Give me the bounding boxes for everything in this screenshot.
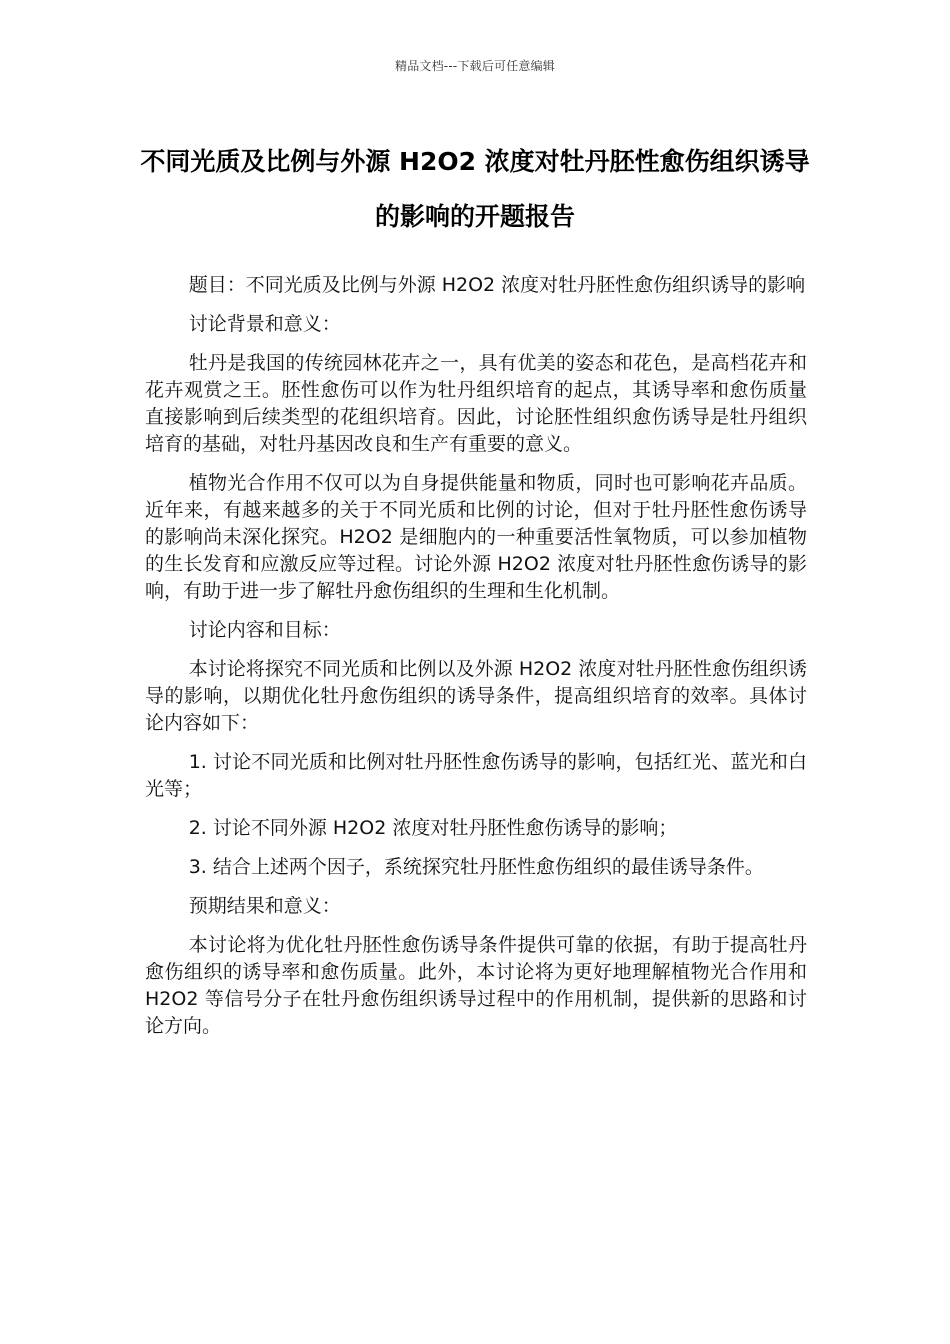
list-item-3: 3. 结合上述两个因子，系统探究牡丹胚性愈伤组织的最佳诱导条件。	[188, 856, 764, 878]
paragraph-topic: 题目：不同光质及比例与外源 H2O2 浓度对牡丹胚性愈伤组织诱导的影响	[188, 274, 806, 296]
list-item-2: 2. 讨论不同外源 H2O2 浓度对牡丹胚性愈伤诱导的影响；	[188, 817, 678, 839]
heading-expected-results: 预期结果和意义：	[188, 895, 341, 917]
document-body	[145, 272, 807, 1052]
document-title: 不同光质及比例与外源 H2O2 浓度对牡丹胚性愈伤组织诱导的影响的开题报告	[140, 147, 810, 231]
paragraph-content-intro: 本讨论将探究不同光质和比例以及外源 H2O2 浓度对牡丹胚性愈伤组织诱导的影响，以期优化牡丹愈伤组织的诱导条件，提高组织培育的效率。具体讨论内容如下：	[145, 658, 807, 734]
heading-content-goals: 讨论内容和目标：	[188, 619, 341, 641]
header-note: 精品文档---下载后可任意编辑	[395, 59, 555, 73]
paragraph-background-2: 植物光合作用不仅可以为自身提供能量和物质，同时也可影响花卉品质。近年来，有越来越多的关于不同光质和比例的讨论，但对于牡丹胚性愈伤诱导的影响尚未深化探究。H2O2 是细胞内的一种重要活性氧物质，可以参加植物的生长发育和应激反应等过程。讨论外源 H2O2 浓度对牡丹胚性愈伤诱导的影响，有助于进一步了解牡丹愈伤组织的生理和生化机制。	[145, 472, 807, 602]
paragraph-background-1: 牡丹是我国的传统园林花卉之一，具有优美的姿态和花色，是高档花卉和花卉观赏之王。胚性愈伤可以作为牡丹组织培育的起点，其诱导率和愈伤质量直接影响到后续类型的花组织培育。因此，讨论胚性组织愈伤诱导是牡丹组织培育的基础，对牡丹基因改良和生产有重要的意义。	[145, 352, 807, 455]
paragraph-expected-results: 本讨论将为优化牡丹胚性愈伤诱导条件提供可靠的依据，有助于提高牡丹愈伤组织的诱导率和愈伤质量。此外，本讨论将为更好地理解植物光合作用和 H2O2 等信号分子在牡丹愈伤组织诱导过程中的作用机制，提供新的思路和讨论方向。	[145, 934, 807, 1037]
heading-background: 讨论背景和意义：	[188, 313, 341, 335]
list-item-1: 1. 讨论不同光质和比例对牡丹胚性愈伤诱导的影响，包括红光、蓝光和白光等；	[145, 751, 807, 800]
